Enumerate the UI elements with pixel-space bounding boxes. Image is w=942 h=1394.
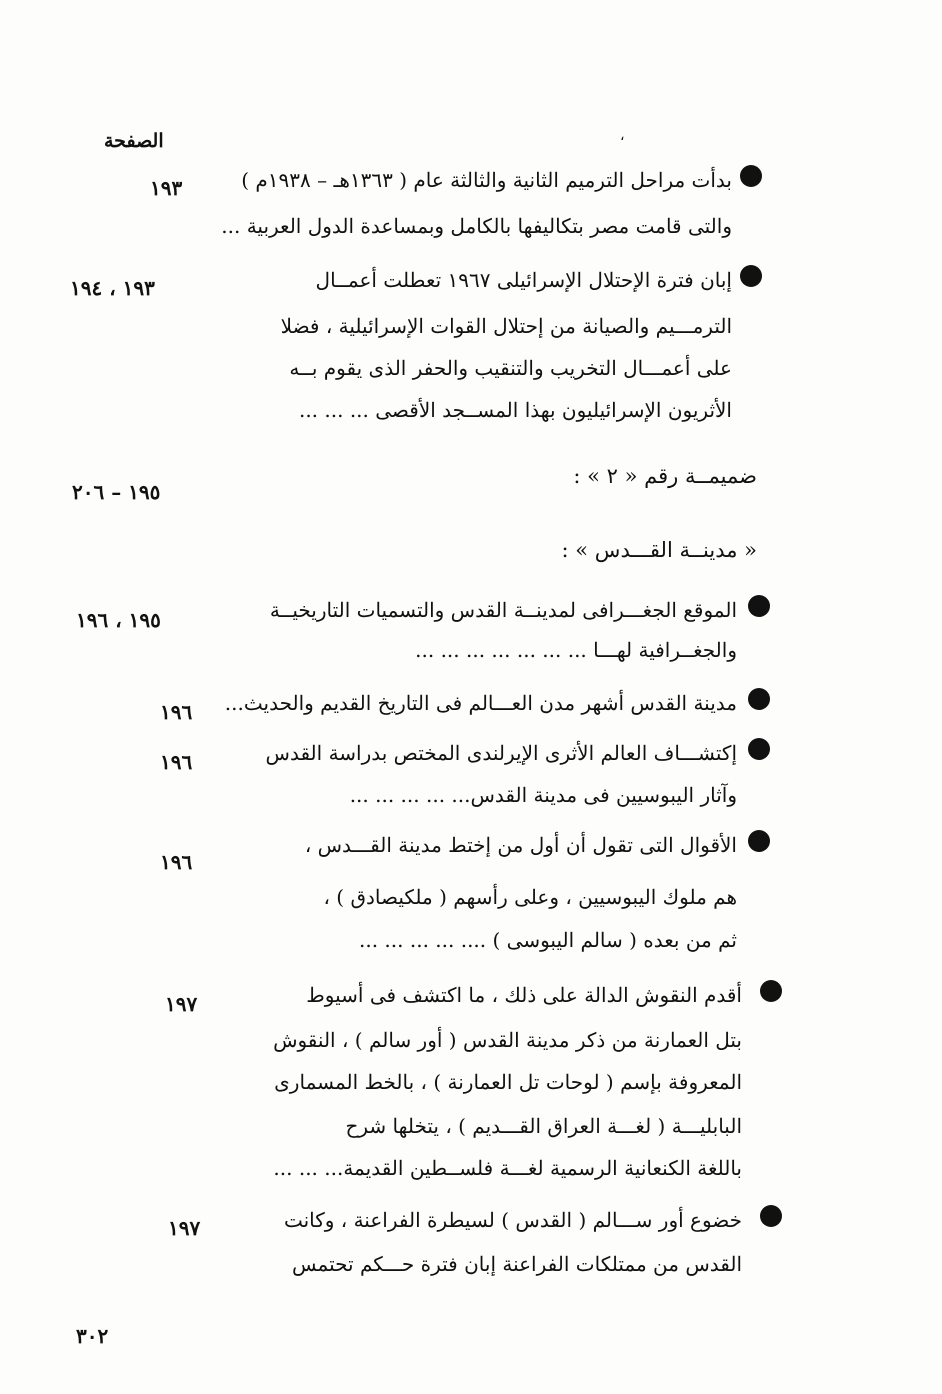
entry-line: إبان فترة الإحتلال الإسرائيلى ١٩٦٧ تعطلت أعمــال — [315, 268, 732, 292]
bullet-icon — [748, 738, 770, 760]
entry-page-ref: ١٩٦ — [160, 700, 193, 724]
entry-line: الأقوال التى تقول أن أول من إختط مدينة القـــدس ، — [304, 833, 737, 857]
bullet-icon — [740, 165, 762, 187]
entry-line: الموقع الجغـــرافى لمدينــة القدس والتسميات التاريخيــة — [269, 598, 737, 622]
entry-line: والجغــرافية لهـــا ... ... ... ... ... ... ... — [415, 638, 737, 662]
entry-page-ref: ١٩٦ — [160, 750, 193, 774]
bullet-icon — [748, 688, 770, 710]
entry-page-ref: ١٩٧ — [165, 992, 198, 1016]
entry-line: أقدم النقوش الدالة على ذلك ، ما اكتشف فى أسيوط — [306, 983, 742, 1007]
bullet-icon — [748, 595, 770, 617]
entry-line: بدأت مراحل الترميم الثانية والثالثة عام ( ١٣٦٣هـ – ١٩٣٨م ) — [241, 168, 732, 192]
entry-line: الترمـــيم والصيانة من إحتلال القوات الإسرائيلية ، فضلا — [280, 314, 732, 338]
entry-page-ref: ١٩٥ ، ١٩٦ — [76, 608, 161, 632]
entry-line: البابليـــة ( لغـــة العراق القـــديم ) ، يتخلها شرح — [345, 1114, 742, 1138]
entry-line: والتى قامت مصر بتكاليفها بالكامل وبمساعدة الدول العربية ... — [221, 214, 732, 238]
entry-page-ref: ١٩٧ — [168, 1216, 201, 1240]
entry-line: وآثار اليبوسيين فى مدينة القدس... ... ... ... ... — [349, 783, 737, 807]
entry-line: بتل العمارنة من ذكر مدينة القدس ( أور سالم ) ، النقوش — [273, 1028, 742, 1052]
entry-line: هم ملوك اليبوسيين ، وعلى رأسهم ( ملكيصادق ) ، — [323, 885, 737, 909]
appendix-page-ref: ١٩٥ – ٢٠٦ — [72, 480, 161, 504]
entry-page-ref: ١٩٣ — [150, 176, 183, 200]
entry-line: القدس من ممتلكات الفراعنة إبان فترة حـــكم تحتمس — [292, 1252, 742, 1276]
entry-line: إكتشـــاف العالم الأثرى الإيرلندى المختص بدراسة القدس — [265, 741, 737, 765]
bullet-icon — [748, 830, 770, 852]
entry-line: باللغة الكنعانية الرسمية لغـــة فلســطين القديمة... ... ... — [273, 1156, 742, 1180]
appendix-subtitle: « مدينــة القـــدس » : — [561, 538, 757, 562]
bullet-icon — [760, 980, 782, 1002]
entry-line: مدينة القدس أشهر مدن العـــالم فى التاريخ القديم والحديث... — [224, 691, 737, 715]
page-number: ٣٠٢ — [76, 1324, 109, 1348]
entry-page-ref: ١٩٦ — [160, 850, 193, 874]
stray-mark: ، — [620, 128, 625, 144]
entry-line: المعروفة بإسم ( لوحات تل العمارنة ) ، بالخط المسمارى — [274, 1070, 742, 1094]
page-column-label: الصفحة — [104, 130, 164, 152]
entry-page-ref: ١٩٣ ، ١٩٤ — [70, 276, 155, 300]
entry-line: ثم من بعده ( سالم اليبوسى ) .... ... ... ... ... — [359, 928, 737, 952]
entry-line: خضوع أور ســـالم ( القدس ) لسيطرة الفراعنة ، وكانت — [283, 1208, 742, 1232]
entry-line: على أعمـــال التخريب والتنقيب والحفر الذى يقوم بــه — [289, 356, 732, 380]
appendix-title: ضميمــة رقم « ٢ » : — [573, 464, 757, 488]
bullet-icon — [760, 1205, 782, 1227]
entry-line: الأثريون الإسرائيليون بهذا المســجد الأقصى ... ... ... — [298, 398, 732, 422]
bullet-icon — [740, 265, 762, 287]
